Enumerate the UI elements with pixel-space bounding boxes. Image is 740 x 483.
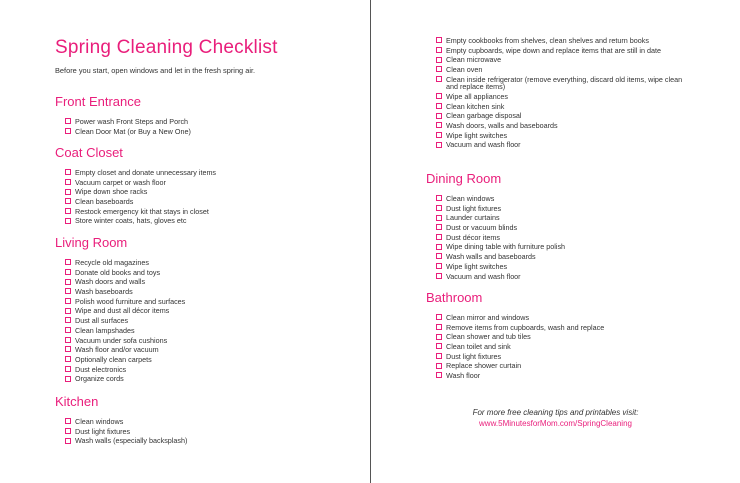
checklist-item: [55, 179, 355, 187]
checklist-item-label: Vacuum carpet or wash floor: [75, 177, 166, 187]
checkbox-icon[interactable]: [436, 113, 442, 119]
checklist-item-label: Dust all surfaces: [75, 316, 129, 326]
checkbox-icon[interactable]: [436, 224, 442, 230]
checkbox-icon[interactable]: [436, 314, 442, 320]
checklist-item-label: Wash walls and baseboards: [446, 252, 536, 262]
section-front-entrance: [55, 94, 355, 137]
checklist-item-label: Launder curtains: [446, 213, 500, 223]
checkbox-icon[interactable]: [65, 428, 71, 434]
checkbox-icon[interactable]: [436, 205, 442, 211]
checklist-item: [55, 418, 355, 426]
checklist-item: [426, 195, 688, 203]
checklist-item: [55, 437, 355, 445]
checklist-item: [426, 362, 688, 370]
checklist-item: [55, 307, 355, 315]
checklist-item-label: Donate old books and toys: [75, 267, 161, 277]
checklist-item-label: Wash doors, walls and baseboards: [446, 121, 558, 131]
checklist-item-label: Vacuum and wash floor: [446, 140, 521, 150]
checklist-item: [55, 208, 355, 216]
checklist-item: [426, 66, 688, 74]
intro-text: Before you start, open windows and let in the fresh spring air.: [55, 66, 256, 75]
checklist: [55, 169, 355, 225]
checkbox-icon[interactable]: [436, 353, 442, 359]
checklist-item: [55, 375, 355, 383]
checklist-item: [426, 273, 688, 281]
checklist: [55, 418, 355, 445]
checklist-item: [426, 214, 688, 222]
checkbox-icon[interactable]: [65, 288, 71, 294]
checklist-item: [55, 217, 355, 225]
checkbox-icon[interactable]: [65, 128, 71, 134]
checkbox-icon[interactable]: [436, 142, 442, 148]
checklist-item: [426, 93, 688, 101]
checklist-item: [426, 234, 688, 242]
section-heading: Front Entrance: [55, 94, 141, 109]
checklist-item: [426, 224, 688, 232]
checkbox-icon[interactable]: [436, 363, 442, 369]
checkbox-icon[interactable]: [65, 259, 71, 265]
checklist-item-label: Vacuum under sofa cushions: [75, 335, 168, 345]
checkbox-icon[interactable]: [436, 372, 442, 378]
checklist-item-label: Dust light fixtures: [446, 203, 502, 213]
checklist-item-label: Empty cupboards, wipe down and replace items that are still in date: [446, 45, 661, 55]
checklist-item-label: Optionally clean carpets: [75, 354, 152, 364]
checkbox-icon[interactable]: [65, 346, 71, 352]
checklist-item: [426, 343, 688, 351]
checklist-item: [55, 128, 355, 136]
checklist-item-label: Wipe down shoe racks: [75, 187, 148, 197]
checklist-item-label: Polish wood furniture and surfaces: [75, 296, 186, 306]
checklist-item: [55, 188, 355, 196]
checklist-item-label: Dust light fixtures: [75, 426, 131, 436]
section-dining-room: [426, 171, 688, 282]
section-heading: Kitchen: [55, 394, 99, 409]
checklist-item: [426, 253, 688, 261]
checkbox-icon[interactable]: [436, 122, 442, 128]
checklist-item-label: Empty closet and donate unnecessary items: [75, 168, 217, 177]
checklist-item: [426, 141, 688, 149]
page-title: Spring Cleaning Checklist: [55, 37, 278, 58]
checkbox-icon[interactable]: [436, 263, 442, 269]
checklist-item-label: Clean garbage disposal: [446, 111, 522, 121]
checkbox-icon[interactable]: [436, 334, 442, 340]
checklist-item: [55, 198, 355, 206]
section-living-room: [55, 235, 355, 385]
checkbox-icon[interactable]: [65, 366, 71, 372]
checklist-item-label: Recycle old magazines: [75, 258, 149, 267]
section-bathroom: [426, 290, 688, 382]
checklist-item: [426, 324, 688, 332]
checkbox-icon[interactable]: [65, 118, 71, 124]
checklist: [426, 314, 688, 380]
checklist-item: [55, 356, 355, 364]
checklist-item-label: Organize cords: [75, 374, 124, 384]
checklist-item-label: Clean inside refrigerator (remove everything, discard old items, wipe clean and replace items): [446, 74, 683, 92]
checkbox-icon[interactable]: [436, 57, 442, 63]
checklist-item: [426, 122, 688, 130]
footer-link[interactable]: www.5MinutesforMom.com/SpringCleaning: [479, 419, 632, 428]
checklist-item: [426, 112, 688, 120]
checklist-item-label: Clean Door Mat (or Buy a New One): [75, 126, 191, 136]
checkbox-icon[interactable]: [436, 234, 442, 240]
checkbox-icon[interactable]: [65, 189, 71, 195]
footer-note: For more free cleaning tips and printables visit:: [472, 408, 639, 417]
checklist-item-label: Wash baseboards: [75, 287, 133, 297]
checklist-item-label: Wash floor and/or vacuum: [75, 345, 159, 355]
checklist: [55, 259, 355, 383]
checkbox-icon[interactable]: [436, 324, 442, 330]
checkbox-icon[interactable]: [436, 103, 442, 109]
checklist-item: [55, 337, 355, 345]
checklist-item-label: Dust or vacuum blinds: [446, 223, 518, 233]
checklist-item-label: Wipe light switches: [446, 130, 508, 140]
checkbox-icon[interactable]: [65, 218, 71, 224]
checklist-item-label: Clean baseboards: [75, 197, 134, 207]
checklist-item-label: Wipe all appliances: [446, 92, 508, 102]
checklist-item: [55, 118, 355, 126]
checklist-item-label: Wipe and dust all décor items: [75, 306, 170, 316]
checklist-item: [426, 205, 688, 213]
checklist-item-label: Power wash Front Steps and Porch: [75, 117, 189, 126]
checklist-item-label: Clean windows: [75, 417, 124, 426]
checkbox-icon[interactable]: [65, 317, 71, 323]
checklist: [426, 195, 688, 280]
section-coat-closet: [55, 145, 355, 227]
checklist-item: [55, 428, 355, 436]
checkbox-icon[interactable]: [65, 418, 71, 424]
checklist-item-label: Wipe light switches: [446, 261, 508, 271]
checklist-item-label: Empty cookbooks from shelves, clean shelves and return books: [446, 36, 649, 45]
checklist-item-label: Dust light fixtures: [446, 351, 502, 361]
checklist-item: [426, 76, 688, 91]
checklist-item: [55, 288, 355, 296]
checklist-item-label: Restock emergency kit that stays in closet: [75, 206, 209, 216]
checklist-item: [55, 366, 355, 374]
checklist-item-label: Replace shower curtain: [446, 361, 522, 371]
checklist-item-label: Dust electronics: [75, 364, 127, 374]
checklist-item: [55, 169, 355, 177]
checklist-item: [426, 372, 688, 380]
checkbox-icon[interactable]: [65, 356, 71, 362]
checkbox-icon[interactable]: [65, 308, 71, 314]
checkbox-icon[interactable]: [65, 169, 71, 175]
checkbox-icon[interactable]: [65, 298, 71, 304]
checklist-item-label: Store winter coats, hats, gloves etc: [75, 216, 187, 226]
section-heading: Dining Room: [426, 171, 502, 186]
checkbox-icon[interactable]: [65, 269, 71, 275]
checkbox-icon[interactable]: [65, 376, 71, 382]
checklist-item-label: Clean oven: [446, 65, 483, 75]
checkbox-icon[interactable]: [65, 438, 71, 444]
section-heading: Living Room: [55, 235, 128, 250]
checklist-item: [55, 317, 355, 325]
checkbox-icon[interactable]: [65, 327, 71, 333]
checklist-item-label: Remove items from cupboards, wash and replace: [446, 322, 605, 332]
checklist-item: [426, 47, 688, 55]
checklist-item: [426, 103, 688, 111]
checkbox-icon[interactable]: [65, 208, 71, 214]
checklist-item: [55, 259, 355, 267]
checkbox-icon[interactable]: [436, 253, 442, 259]
section-heading: Coat Closet: [55, 145, 123, 160]
checkbox-icon[interactable]: [436, 37, 442, 43]
checklist-item: [426, 263, 688, 271]
checkbox-icon[interactable]: [436, 273, 442, 279]
checklist-item: [426, 132, 688, 140]
checklist-item: [426, 333, 688, 341]
checkbox-icon[interactable]: [436, 47, 442, 53]
section-heading: Bathroom: [426, 290, 483, 305]
checklist: [55, 118, 355, 135]
checkbox-icon[interactable]: [436, 93, 442, 99]
checklist-item: [55, 278, 355, 286]
checklist-item-label: Vacuum and wash floor: [446, 271, 521, 281]
checklist-item-label: Clean microwave: [446, 55, 502, 65]
checklist-item-label: Wipe dining table with furniture polish: [446, 242, 566, 252]
right-page: [371, 0, 740, 483]
checklist-item-label: Clean lampshades: [75, 325, 135, 335]
checklist-item: [55, 298, 355, 306]
checklist-item-label: Wash floor: [446, 371, 481, 381]
checklist-item-label: Clean windows: [446, 194, 495, 203]
checklist-item-label: Dust décor items: [446, 232, 500, 242]
checklist-item-label: Clean toilet and sink: [446, 342, 511, 352]
checkbox-icon[interactable]: [436, 76, 442, 82]
section-kitchen: [55, 394, 355, 447]
checkbox-icon[interactable]: [436, 343, 442, 349]
checkbox-icon[interactable]: [436, 244, 442, 250]
checklist-item-label: Wash doors and walls: [75, 277, 146, 287]
checklist-item: [55, 327, 355, 335]
checkbox-icon[interactable]: [65, 279, 71, 285]
checkbox-icon[interactable]: [65, 179, 71, 185]
checklist-item: [55, 346, 355, 354]
checklist-item-label: Clean kitchen sink: [446, 101, 505, 111]
checklist-item-label: Clean shower and tub tiles: [446, 332, 531, 342]
checkbox-icon[interactable]: [436, 215, 442, 221]
checklist-item-label: Clean mirror and windows: [446, 313, 530, 322]
checkbox-icon[interactable]: [436, 132, 442, 138]
checkbox-icon[interactable]: [65, 337, 71, 343]
checklist-item: [426, 37, 688, 45]
checklist-item: [55, 269, 355, 277]
section-kitchen-continued: [426, 37, 688, 151]
checkbox-icon[interactable]: [65, 198, 71, 204]
checklist-item-label: Wash walls (especially backsplash): [75, 436, 188, 446]
checklist-item: [426, 353, 688, 361]
checkbox-icon[interactable]: [436, 66, 442, 72]
checkbox-icon[interactable]: [436, 195, 442, 201]
checklist-item: [426, 56, 688, 64]
checklist: [426, 37, 688, 149]
checklist-item: [426, 314, 688, 322]
checklist-item: [426, 243, 688, 251]
